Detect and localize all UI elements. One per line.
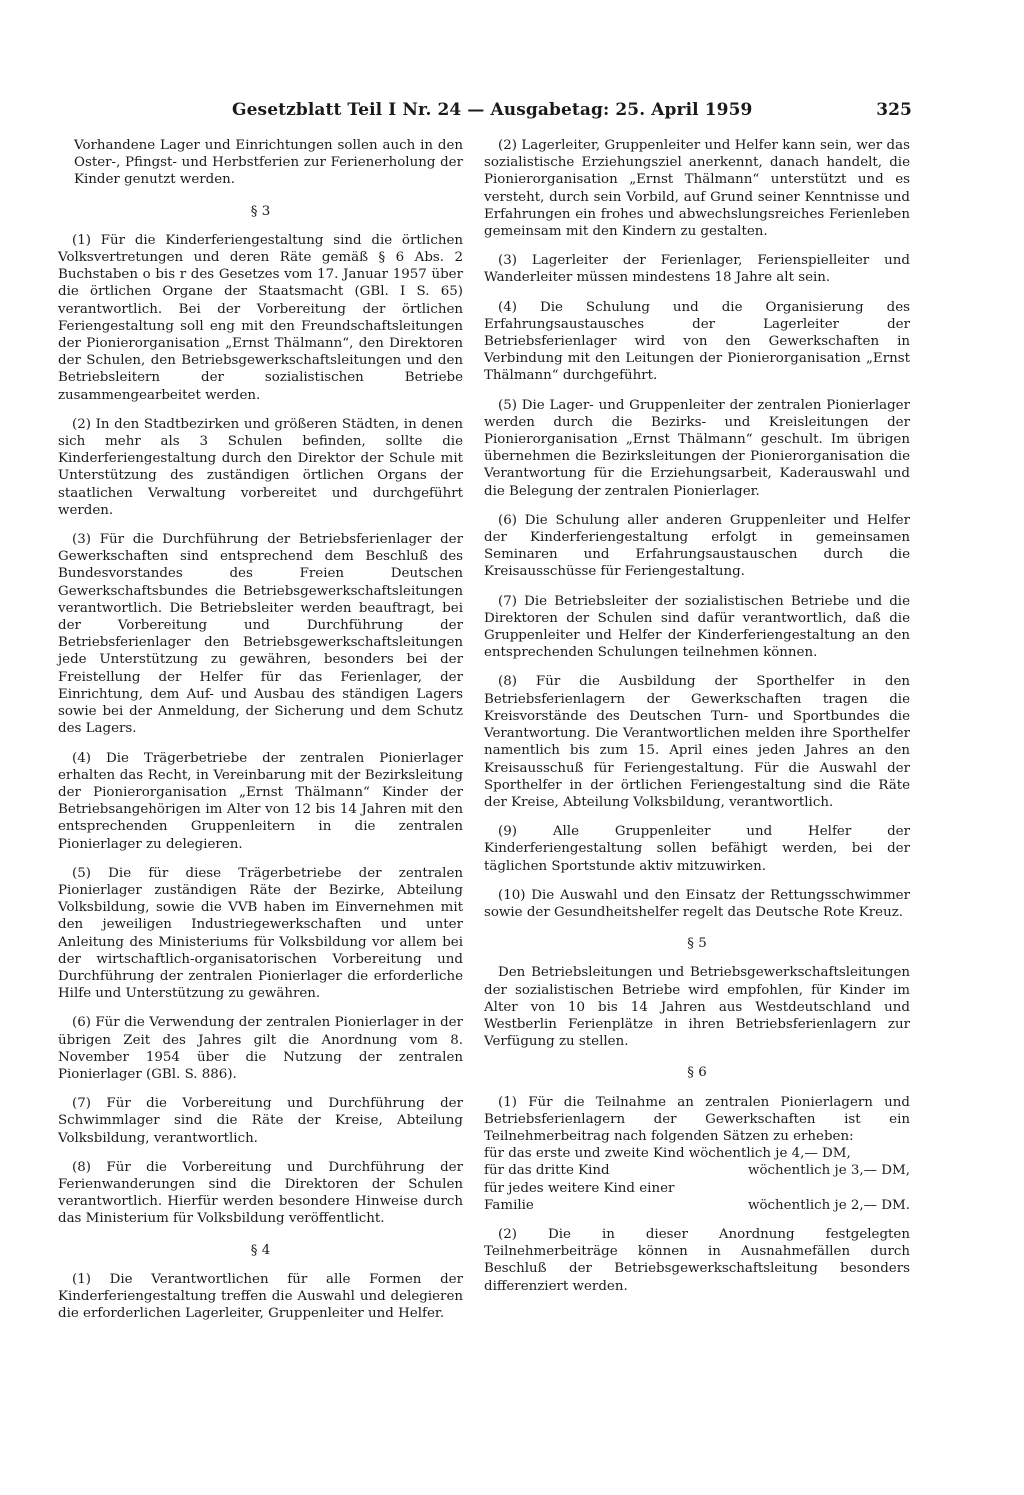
right-column [484, 137, 910, 1307]
s4-paragraph-10: (10) Die Auswahl und den Einsatz der Rettungsschwimmer sowie der Gesundheitshelfer regelt das Deutsche Rote Kreuz. [484, 887, 910, 920]
page-number: 325 [876, 100, 912, 120]
s3-paragraph-3: (3) Für die Durchführung der Betriebsferienlager der Gewerkschaften sind entsprechend dem Beschluß des Bundesvorstandes des Freien Deutschen Gewerkschaftsbundes die Betriebsgewerkschaftsleitungen verantwortlich. Die Betriebsleiter werden beauftragt, bei der Vorbereitung und Durchführung der Betriebsferienlager den Betriebsgewerkschaftsleitungen jede Unterstützung zu gewähren, besonders bei der Freistellung der Helfer für das Ferienlager, der Einrichtung, dem Auf- und Ausbau des ständigen Lagers sowie bei der Anmeldung, der Sicherung und dem Schutz des Lagers. [58, 532, 463, 737]
fee-row-first-second-child [484, 1145, 910, 1162]
s4-paragraph-5: (5) Die Lager- und Gruppenleiter der zentralen Pionierlager werden durch die Bezirks- und Kreisleitungen der Pionierorganisation „Ernst Thälmann“ geschult. Im übrigen übernehmen die Bezirksleitungen der Pionierorganisation die Verantwortung für die Erziehungsarbeit, Kaderauswahl und die Belegung der zentralen Pionierlager. [484, 397, 910, 499]
fee-row-further-child [484, 1180, 910, 1214]
s3-paragraph-5: (5) Die für diese Trägerbetriebe der zentralen Pionierlager zuständigen Räte der Bezirke, Abteilung Volksbildung, sowie die VVB haben im Einvernehmen mit den jeweiligen Industriegewerkschaften und unter Anleitung des Ministeriums für Volksbildung vor allem bei der wirtschaftlich-organisatorischen Vorbereitung und Durchführung der zentralen Pionierlager die erforderliche Hilfe und Unterstützung zu gewähren. [58, 865, 463, 1002]
s4-paragraph-2: (2) Lagerleiter, Gruppenleiter und Helfer kann sein, wer das sozialistische Erziehungsziel anerkennt, danach handelt, die Pionierorganisation „Ernst Thälmann“ unterstützt und es versteht, durch sein Vorbild, auf Grund seiner Kenntnisse und Erfahrungen ein frohes und abwechslungsreiches Ferienleben gemeinsam mit den Kindern zu gestalten. [484, 138, 910, 240]
section-4-heading: § 4 [250, 1242, 271, 1258]
s4-paragraph-9: (9) Alle Gruppenleiter und Helfer der Kinderferiengestaltung sollen befähigt werden, bei der täglichen Sportstunde aktiv mitzuwirken. [484, 824, 910, 874]
fee-row-third-child [484, 1162, 910, 1179]
fee-label-line-2: Familie [484, 1197, 534, 1213]
fee-label: für das erste und zweite Kind wöchentlich je 4,— DM, [484, 1146, 851, 1162]
fee-amount: wöchentlich je 2,— DM. [748, 1197, 910, 1213]
s3-paragraph-8: (8) Für die Vorbereitung und Durchführung der Ferienwanderungen sind die Direktoren der Schulen verantwortlich. Hierfür werden besondere Hinweise durch das Ministerium für Volksbildung veröffentlicht. [58, 1159, 463, 1227]
s6-paragraph-1: (1) Für die Teilnahme an zentralen Pionierlagern und Betriebsferienlagern der Gewerkschaften ist ein Teilnehmerbeitrag nach folgenden Sätzen zu erheben: [484, 1094, 910, 1144]
fee-label-line-1: für jedes weitere Kind einer [484, 1180, 675, 1196]
s4-paragraph-3: (3) Lagerleiter der Ferienlager, Ferienspielleiter und Wanderleiter müssen mindestens 18 Jahre alt sein. [484, 253, 910, 286]
section-6-heading: § 6 [687, 1065, 707, 1081]
s3-paragraph-7: (7) Für die Vorbereitung und Durchführung der Schwimmlager sind die Räte der Kreise, Abteilung Volksbildung, verantwortlich. [58, 1096, 463, 1146]
fee-amount: wöchentlich je 3,— DM, [748, 1163, 910, 1179]
s5-paragraph-1: Den Betriebsleitungen und Betriebsgewerkschaftsleitungen der sozialistischen Betriebe wird empfohlen, für Kinder im Alter von 10 bis 14 Jahren aus Westdeutschland und Westberlin Ferienplätze in ihren Betriebsferienlagern zur Verfügung zu stellen. [484, 965, 910, 1050]
s3-paragraph-4: (4) Die Trägerbetriebe der zentralen Pionierlager erhalten das Recht, in Vereinbarung mit der Bezirksleitung der Pionierorganisation „Ernst Thälmann“ Kinder der Betriebsangehörigen im Alter von 12 bis 14 Jahren mit den entsprechenden Gruppenleitern in die zentralen Pionierlager zu delegieren. [58, 750, 463, 852]
left-column [58, 137, 463, 1334]
s3-paragraph-6: (6) Für die Verwendung der zentralen Pionierlager in der übrigen Zeit des Jahres gilt die Anordnung vom 8. November 1954 über die Nutzung der zentralen Pionierlager (GBl. S. 886). [58, 1015, 463, 1082]
s4-paragraph-1: (1) Die Verantwortlichen für alle Formen der Kinderferiengestaltung treffen die Auswahl und delegieren die erforderlichen Lagerleiter, Gruppenleiter und Helfer. [58, 1271, 463, 1322]
s4-paragraph-6: (6) Die Schulung aller anderen Gruppenleiter und Helfer der Kinderferiengestaltung erfolgt in gemeinsamen Seminaren und Erfahrungsaustauschen durch die Kreisausschüsse für Feriengestaltung. [484, 512, 910, 580]
s3-paragraph-1: (1) Für die Kinderferiengestaltung sind die örtlichen Volksvertretungen und deren Räte gemäß § 6 Abs. 2 Buchstaben o bis r des Gesetzes vom 17. Januar 1957 über die örtlichen Organe der Staatsmacht (GBl. I S. 65) verantwortlich. Bei der Vorbereitung der örtlichen Feriengestaltung soll eng mit den Freundschaftsleitungen der Pionierorganisation „Ernst Thälmann“, den Direktoren der Schulen, den Betriebsgewerkschaftsleitungen und den Betriebsleitern der sozialistischen Betriebe zusammengearbeitet werden. [58, 232, 463, 403]
fee-label-block [484, 1180, 674, 1214]
gazette-header-title: Gesetzblatt Teil I Nr. 24 — Ausgabetag: 25. April 1959 [232, 100, 753, 120]
s3-paragraph-2: (2) In den Stadtbezirken und größeren Städten, in denen sich mehr als 3 Schulen befinden, sollte die Kinderferiengestaltung durch den Direktor der Schule mit Unterstützung des zuständigen örtlichen Organs der staatlichen Verwaltung vorbereitet und durchgeführt werden. [58, 416, 463, 518]
s4-paragraph-8: (8) Für die Ausbildung der Sporthelfer in den Betriebsferienlagern der Gewerkschaften tragen die Kreisvorstände des Deutschen Turn- und Sportbundes die Verantwortung. Die Verantwortlichen melden ihre Sporthelfer namentlich bis zum 15. April eines jeden Jahres an den Kreisausschuß für Feriengestaltung. Für die Auswahl der Sporthelfer in der örtlichen Feriengestaltung sind die Räte der Kreise, Abteilung Volksbildung, verantwortlich. [484, 674, 910, 810]
s4-paragraph-7: (7) Die Betriebsleiter der sozialistischen Betriebe und die Direktoren der Schulen sind dafür verantwortlich, daß die Gruppenleiter und Helfer der Kinderferiengestaltung an den entsprechenden Schulungen teilnehmen können. [484, 593, 910, 661]
section-5-heading: § 5 [687, 936, 707, 952]
fee-label: für das dritte Kind [484, 1163, 610, 1179]
s6-paragraph-2: (2) Die in dieser Anordnung festgelegten Teilnehmerbeiträge können in Ausnahmefällen durch Beschluß der Betriebsgewerkschaftsleitung besonders differenziert werden. [484, 1226, 910, 1294]
section-3-heading: § 3 [250, 203, 271, 219]
intro-paragraph: Vorhandene Lager und Einrichtungen sollen auch in den Oster-, Pfingst- und Herbstferien zur Ferienerholung der Kinder genutzt werden. [74, 138, 463, 188]
s4-paragraph-4: (4) Die Schulung und die Organisierung des Erfahrungsaustausches der Lagerleiter der Betriebsferienlager wird von den Gewerkschaften in Verbindung mit den Leitungen der Pionierorganisation „Ernst Thälmann“ durchgeführt. [484, 299, 910, 384]
